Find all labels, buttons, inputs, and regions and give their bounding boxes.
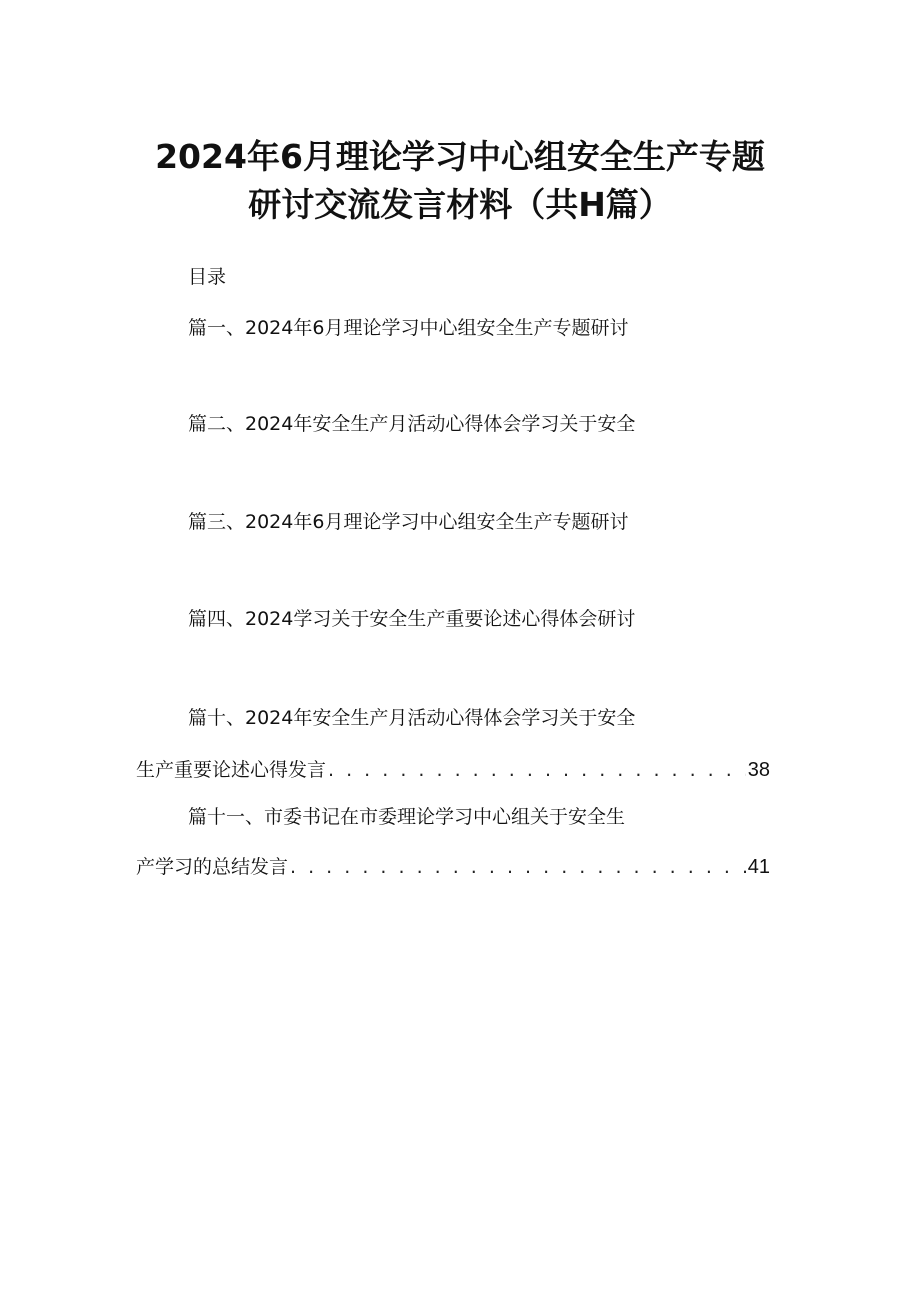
toc-entry-6-text: 产学习的总结发言 xyxy=(136,856,289,878)
toc-entry-4[interactable]: 篇四、2024学习关于安全生产重要论述心得体会研讨 xyxy=(188,608,636,630)
toc-entry-1[interactable]: 篇一、2024年6月理论学习中心组安全生产专题研讨 xyxy=(188,317,629,339)
document-title-line-1: 2024年6月理论学习中心组安全生产专题 xyxy=(155,137,765,176)
toc-entry-6-line-1[interactable]: 篇十一、市委书记在市委理论学习中心组关于安全生 xyxy=(188,806,626,828)
document-title-line-2: 研讨交流发言材料（共H篇） xyxy=(248,185,672,224)
toc-entry-3[interactable]: 篇三、2024年6月理论学习中心组安全生产专题研讨 xyxy=(188,511,629,533)
toc-entry-5-page-number: 38 xyxy=(747,759,770,781)
toc-entry-6-page-number: 41 xyxy=(747,856,770,878)
toc-entry-5-line-2[interactable] xyxy=(136,757,770,785)
toc-entry-5-line-1[interactable]: 篇十、2024年安全生产月活动心得体会学习关于安全 xyxy=(188,707,636,729)
toc-heading: 目录 xyxy=(188,266,227,288)
toc-entry-5-text: 生产重要论述心得发言 xyxy=(136,759,327,781)
toc-entry-6-line-2[interactable] xyxy=(136,854,770,882)
toc-entry-2[interactable]: 篇二、2024年安全生产月活动心得体会学习关于安全 xyxy=(188,413,636,435)
dot-leader xyxy=(328,757,746,783)
dot-leader xyxy=(290,854,746,880)
